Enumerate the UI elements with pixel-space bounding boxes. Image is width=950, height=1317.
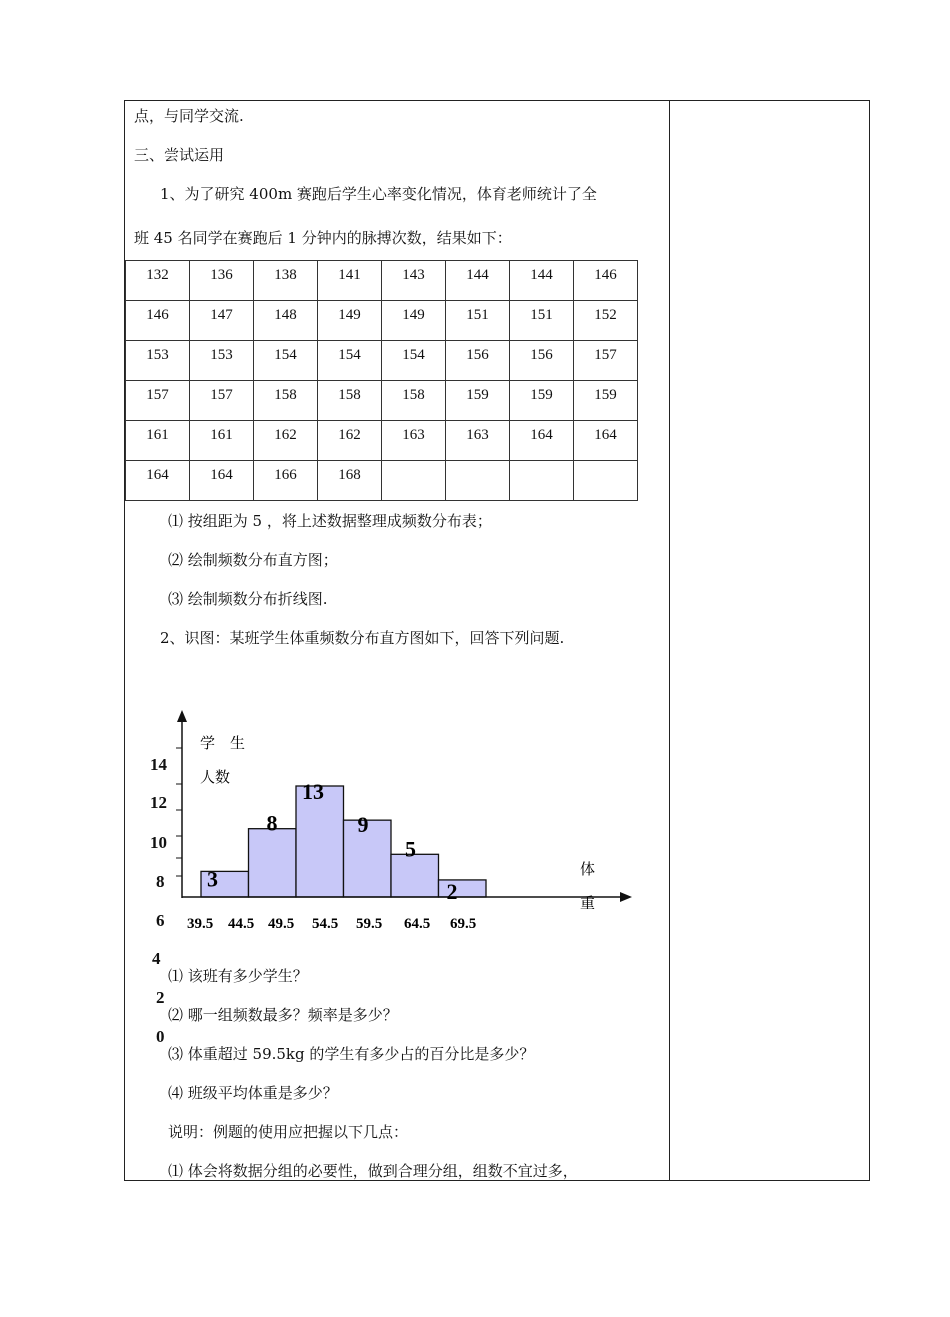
table-cell: 132 xyxy=(126,261,190,301)
table-cell: 163 xyxy=(382,421,446,461)
x-tick-label: 44.5 xyxy=(228,916,255,932)
table-cell: 151 xyxy=(510,301,574,341)
table-row xyxy=(126,461,638,501)
table-row xyxy=(126,341,638,381)
table-cell: 162 xyxy=(318,421,382,461)
problem2-q1: ⑴ 该班有多少学生？ xyxy=(168,967,308,985)
table-row xyxy=(126,421,638,461)
table-cell: 158 xyxy=(318,381,382,421)
y-axis-label-line2: 人数 xyxy=(200,768,231,786)
table-cell: 163 xyxy=(446,421,510,461)
x-tick-label: 39.5 xyxy=(187,916,214,932)
table-cell: 156 xyxy=(446,341,510,381)
table-cell: 146 xyxy=(126,301,190,341)
x-tick-label: 64.5 xyxy=(404,916,431,932)
intro-tail: 点，与同学交流. xyxy=(134,107,244,125)
table-cell: 144 xyxy=(446,261,510,301)
problem1-q1: ⑴ 按组距为 5 ，将上述数据整理成频数分布表； xyxy=(168,512,492,530)
x-tick-label: 54.5 xyxy=(312,916,339,932)
table-cell: 164 xyxy=(126,461,190,501)
table-cell xyxy=(574,461,638,501)
table-cell: 164 xyxy=(190,461,254,501)
table-cell: 166 xyxy=(254,461,318,501)
table-row xyxy=(126,261,638,301)
y-tick-label: 10 xyxy=(150,833,167,852)
y-tick-label: 14 xyxy=(150,755,167,774)
table-cell: 148 xyxy=(254,301,318,341)
table-cell: 159 xyxy=(574,381,638,421)
bar-value-label: 9 xyxy=(357,812,369,838)
x-axis-label-line1: 体 xyxy=(580,860,596,878)
histogram-bar xyxy=(249,829,297,897)
problem1-q2: ⑵ 绘制频数分布直方图； xyxy=(168,551,338,569)
table-cell xyxy=(382,461,446,501)
table-cell: 159 xyxy=(446,381,510,421)
table-cell xyxy=(510,461,574,501)
table-cell: 154 xyxy=(254,341,318,381)
table-cell: 149 xyxy=(318,301,382,341)
table-cell xyxy=(446,461,510,501)
pulse-data-table xyxy=(125,260,638,501)
table-cell: 158 xyxy=(254,381,318,421)
bar-value-label: 2 xyxy=(446,878,458,904)
column-divider xyxy=(669,100,670,1181)
table-cell: 136 xyxy=(190,261,254,301)
table-cell: 154 xyxy=(318,341,382,381)
table-cell: 157 xyxy=(190,381,254,421)
x-tick-label: 69.5 xyxy=(450,916,477,932)
problem2-q2: ⑵ 哪一组频数最多？频率是多少？ xyxy=(168,1006,398,1024)
table-cell: 158 xyxy=(382,381,446,421)
table-cell: 162 xyxy=(254,421,318,461)
table-cell: 151 xyxy=(446,301,510,341)
bar-value-label: 13 xyxy=(302,779,324,804)
table-cell: 147 xyxy=(190,301,254,341)
table-cell: 168 xyxy=(318,461,382,501)
table-cell: 146 xyxy=(574,261,638,301)
problem1-line2: 班 45 名同学在赛跑后 1 分钟内的脉搏次数，结果如下： xyxy=(134,229,512,247)
x-tick-label: 49.5 xyxy=(268,916,295,932)
y-tick-label: 4 xyxy=(152,949,161,968)
y-tick-label: 6 xyxy=(156,911,165,930)
table-cell: 153 xyxy=(126,341,190,381)
table-cell: 154 xyxy=(382,341,446,381)
table-cell: 138 xyxy=(254,261,318,301)
table-cell: 164 xyxy=(510,421,574,461)
table-row xyxy=(126,301,638,341)
y-axis-label-line1: 学 生 xyxy=(200,734,246,752)
y-tick-label: 2 xyxy=(156,988,165,1007)
y-tick-label: 12 xyxy=(150,793,167,812)
problem2-q4: ⑷ 班级平均体重是多少？ xyxy=(168,1084,338,1102)
x-tick-label: 59.5 xyxy=(356,916,383,932)
bar-value-label: 3 xyxy=(207,866,218,892)
problem2-q3: ⑶ 体重超过 59.5kg 的学生有多少占的百分比是多少？ xyxy=(168,1045,535,1063)
table-cell: 156 xyxy=(510,341,574,381)
weight-histogram xyxy=(140,700,660,964)
bar-value-label: 8 xyxy=(266,810,278,836)
table-cell: 152 xyxy=(574,301,638,341)
table-cell: 164 xyxy=(574,421,638,461)
problem1-q3: ⑶ 绘制频数分布折线图. xyxy=(168,590,328,608)
note-title: 说明：例题的使用应把握以下几点： xyxy=(168,1123,409,1141)
note-item-1: ⑴ 体会将数据分组的必要性，做到合理分组，组数不宜过多， xyxy=(168,1162,578,1180)
histogram-svg xyxy=(140,700,660,960)
table-cell: 149 xyxy=(382,301,446,341)
problem2-intro: 2、识图：某班学生体重频数分布直方图如下，回答下列问题. xyxy=(160,629,565,647)
table-cell: 143 xyxy=(382,261,446,301)
table-cell: 161 xyxy=(190,421,254,461)
y-tick-label: 8 xyxy=(156,872,165,891)
problem1-line1: 1、为了研究 400m 赛跑后学生心率变化情况，体育老师统计了全 xyxy=(160,185,597,203)
table-row xyxy=(126,381,638,421)
table-cell: 159 xyxy=(510,381,574,421)
x-axis-arrow-icon xyxy=(620,892,632,902)
table-cell: 153 xyxy=(190,341,254,381)
table-cell: 157 xyxy=(574,341,638,381)
table-cell: 144 xyxy=(510,261,574,301)
x-axis-label-line2: 重 xyxy=(580,894,596,912)
table-cell: 157 xyxy=(126,381,190,421)
bar-value-label: 5 xyxy=(405,836,416,862)
y-axis-arrow-icon xyxy=(177,710,187,722)
table-cell: 141 xyxy=(318,261,382,301)
table-cell: 161 xyxy=(126,421,190,461)
section-title: 三、尝试运用 xyxy=(134,146,225,164)
y-tick-label: 0 xyxy=(156,1027,165,1046)
